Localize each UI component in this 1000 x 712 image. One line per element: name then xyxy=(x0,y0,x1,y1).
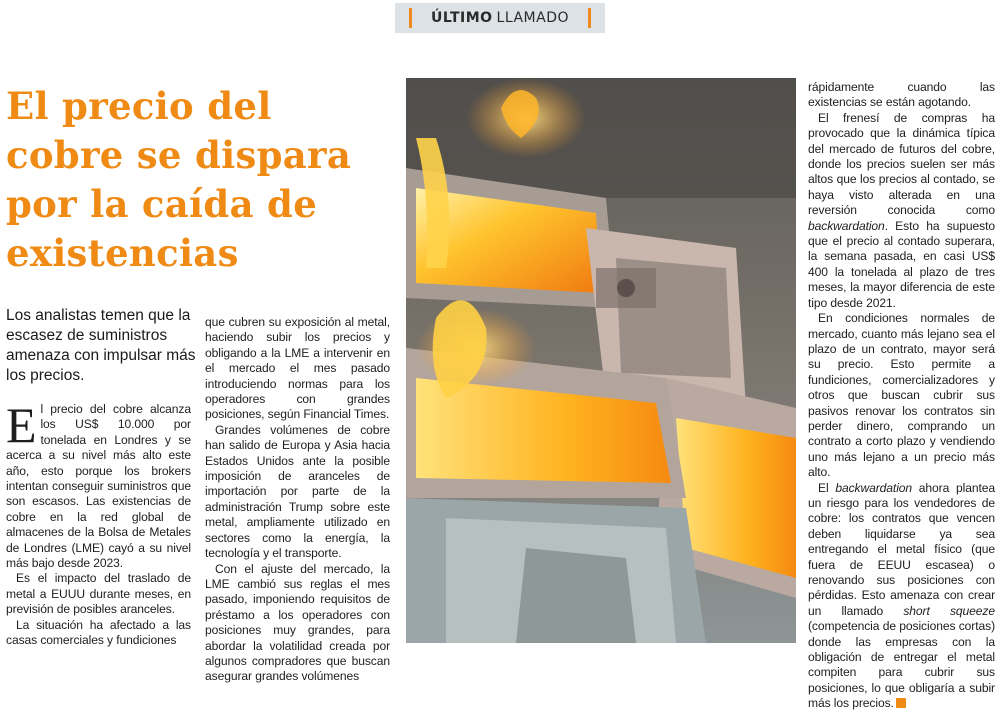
deck: Los analistas temen que la escasez de suministros amenaza con impulsar más los precios. xyxy=(6,307,196,384)
paragraph-text: ahora plantea un riesgo para los vendedores de cobre: los contratos que vencen deben liquidarse ya sea entregando el metal físico (que fuera de EEUU escasea) o renovando sus posiciones con pérdidas. Esto amenaza con crear un llamado xyxy=(808,480,995,618)
kicker-light: LLAMADO xyxy=(496,10,570,26)
paragraph: rápidamente cuando las existencias se están agotando. xyxy=(808,80,995,110)
end-mark-icon xyxy=(896,698,906,708)
kicker-right-bar xyxy=(588,8,591,28)
paragraph-text: . Esto ha supuesto que el precio al contado superara, la semana pasada, en casi US$ 400 la tonelada al plazo de tres meses, la mayor diferencia de este tipo desde 2021. xyxy=(808,218,995,310)
italic-term: backwardation xyxy=(808,218,885,233)
italic-term: backwardation xyxy=(835,480,913,495)
article-column-2 xyxy=(205,315,390,685)
paragraph: Es el impacto del traslado de metal a EUUU durante meses, en previsión de posibles aranceles. xyxy=(6,571,191,617)
article-column-3 xyxy=(808,80,995,712)
headline: El precio del cobre se dispara por la caída de existencias xyxy=(6,84,352,275)
drop-cap: E xyxy=(6,397,37,453)
paragraph: que cubren su exposición al metal, haciendo subir los precios y obligando a la LME a intervenir en el mercado el mes pasado introduciendo normas para los operadores con grandes posiciones, según Financial Times. xyxy=(205,315,390,422)
italic-term: short squeeze xyxy=(903,603,995,618)
paragraph-text: El frenesí de compras ha provocado que la dinámica típica del mercado de futuros del cobre, donde los precios suelen ser más altos que los precios al contado, se haya visto alterada en una reversión conocida como xyxy=(808,110,995,218)
article-column-1 xyxy=(6,397,191,649)
kicker-bold: ÚLTIMO xyxy=(430,10,493,26)
paragraph-text: (competencia de posiciones cortas) donde las empresas con la obligación de entregar el metal compiten para cubrir sus posiciones, lo que obligaría a subir más los precios. xyxy=(808,619,995,711)
paragraph xyxy=(6,397,191,571)
copper-smelting-photo xyxy=(406,78,796,643)
paragraph: Con el ajuste del mercado, la LME cambió sus reglas el mes pasado, imponiendo requisitos de préstamo a los operadores con posiciones muy grandes, para abordar la volatilidad creada por algunos compradores que buscan asegurar grandes volúmenes xyxy=(205,561,390,684)
paragraph-text: l precio del cobre alcanza los US$ 10.000 por tonelada en Londres y se acerca a su nivel más alto este año, esto porque los brokers intentan conseguir suministros que son escasos. Las existencias de cobre en la red global de almacenes de la Bolsa de Metales de Londres (LME) cayó a su nivel más bajo desde 2023. xyxy=(6,402,191,571)
paragraph-text: El xyxy=(818,480,836,495)
paragraph xyxy=(808,111,995,311)
paragraph: En condiciones normales de mercado, cuanto más lejano sea el plazo de un contrato, mayor será su precio. Esto permite a fundiciones, comercializadores y otros que buscan cubrir sus pasivos renovar los contratos sin perder dinero, comprando un contrato a corto plazo y vendiendo uno más lejano a un precio más alto. xyxy=(808,311,995,480)
paragraph: La situación ha afectado a las casas comerciales y fundiciones xyxy=(6,617,191,648)
paragraph xyxy=(808,481,995,712)
photo-illustration xyxy=(406,78,796,643)
paragraph: Grandes volúmenes de cobre han salido de Europa y Asia hacia Estados Unidos ante la posible imposición de aranceles de importación por parte de la administración Trump sobre este metal, ampliamente utilizado en sectores como la energía, la tecnología y el transporte. xyxy=(205,422,390,561)
section-kicker xyxy=(395,3,605,33)
kicker-left-bar xyxy=(409,8,412,28)
